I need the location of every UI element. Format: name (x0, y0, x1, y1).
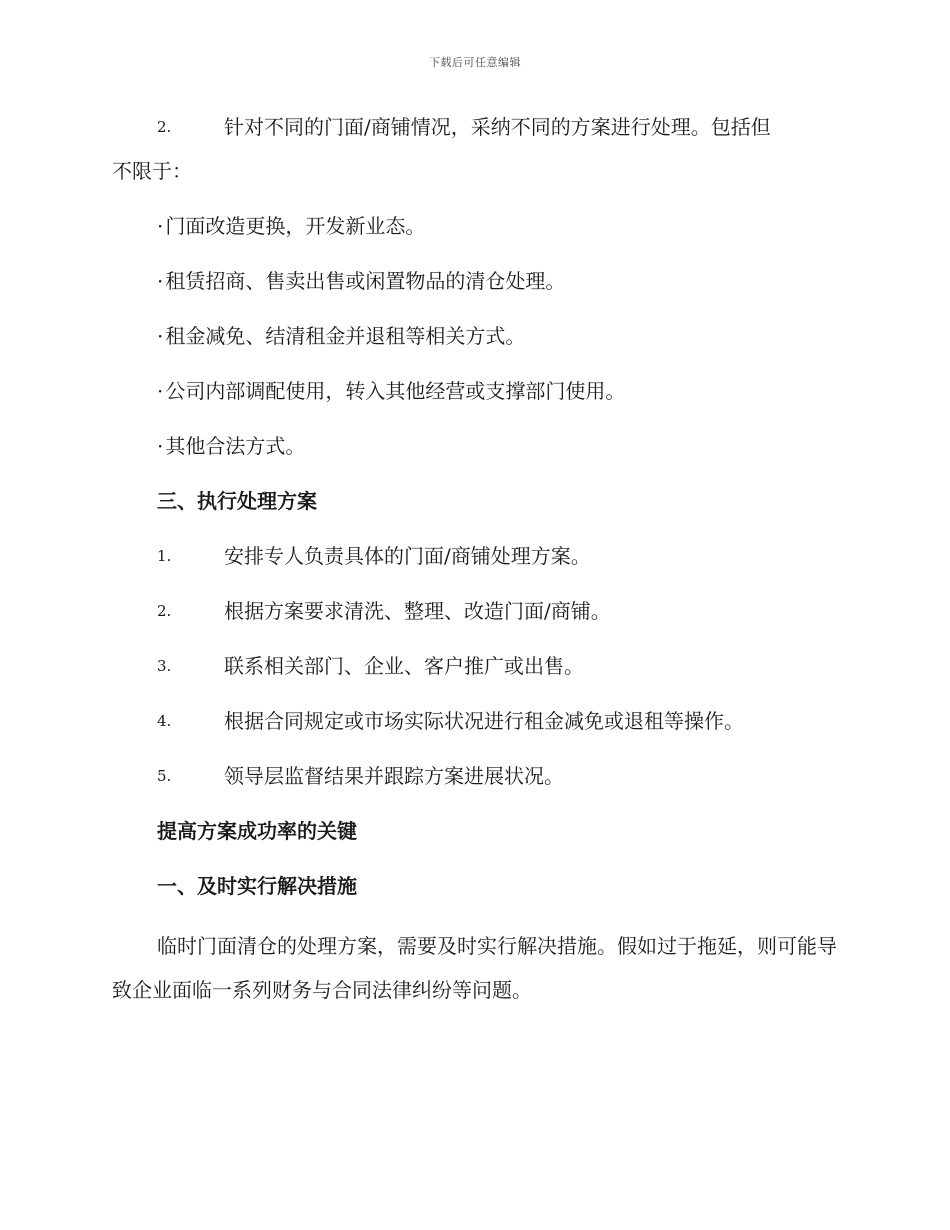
step-text: 根据方案要求清洗、整理、改造门面/商铺。 (224, 599, 611, 623)
step-number: 5. (157, 767, 172, 785)
bullet-item (112, 209, 842, 243)
bullet-item (112, 429, 842, 463)
step-item (112, 759, 842, 793)
bullet-item (112, 374, 842, 408)
step-number: 1. (157, 547, 172, 565)
bullet-text: 其他合法方式。 (165, 434, 306, 458)
step-text: 领导层监督结果并跟踪方案进展状况。 (224, 764, 564, 788)
step-item (112, 594, 842, 628)
list-item-continuation: 不限于： (112, 159, 192, 183)
bullet-dot: · (157, 214, 164, 238)
bullet-item (112, 319, 842, 353)
document-body (112, 110, 842, 1023)
bullet-text: 租赁招商、售卖出售或闲置物品的清仓处理。 (165, 269, 566, 293)
bullet-text: 门面改造更换，开发新业态。 (165, 214, 426, 238)
step-number: 4. (157, 712, 172, 730)
step-item (112, 704, 842, 738)
list-number: 2. (157, 118, 172, 136)
bullet-item (112, 264, 842, 298)
bullet-dot: · (157, 434, 164, 458)
key1-paragraph: 临时门面清仓的处理方案，需要及时实行解决措施。假如过于拖延，则可能导致企业面临一系列财务与合同法律纠纷等问题。 (112, 934, 837, 1002)
bullet-dot: · (157, 269, 164, 293)
bullet-dot: · (157, 324, 164, 348)
bullet-text: 公司内部调配使用，转入其他经营或支撑部门使用。 (165, 379, 626, 403)
step-text: 联系相关部门、企业、客户推广或出售。 (224, 654, 584, 678)
step-text: 根据合同规定或市场实际状况进行租金减免或退租等操作。 (224, 709, 744, 733)
intro-list-item (112, 110, 842, 144)
header-note: 下载后可任意编辑 (429, 56, 521, 69)
step-item (112, 649, 842, 683)
step-item (112, 539, 842, 573)
bullet-dot: · (157, 379, 164, 403)
section-heading: 三、执行处理方案 (157, 489, 317, 513)
step-number: 2. (157, 602, 172, 620)
keys-heading: 提高方案成功率的关键 (157, 819, 357, 843)
step-text: 安排专人负责具体的门面/商铺处理方案。 (224, 544, 591, 568)
key1-heading: 一、及时实行解决措施 (157, 874, 357, 898)
bullet-text: 租金减免、结清租金并退租等相关方式。 (165, 324, 526, 348)
list-item-text: 针对不同的门面/商铺情况，采纳不同的方案进行处理。包括但 (224, 115, 771, 139)
step-number: 3. (157, 657, 172, 675)
